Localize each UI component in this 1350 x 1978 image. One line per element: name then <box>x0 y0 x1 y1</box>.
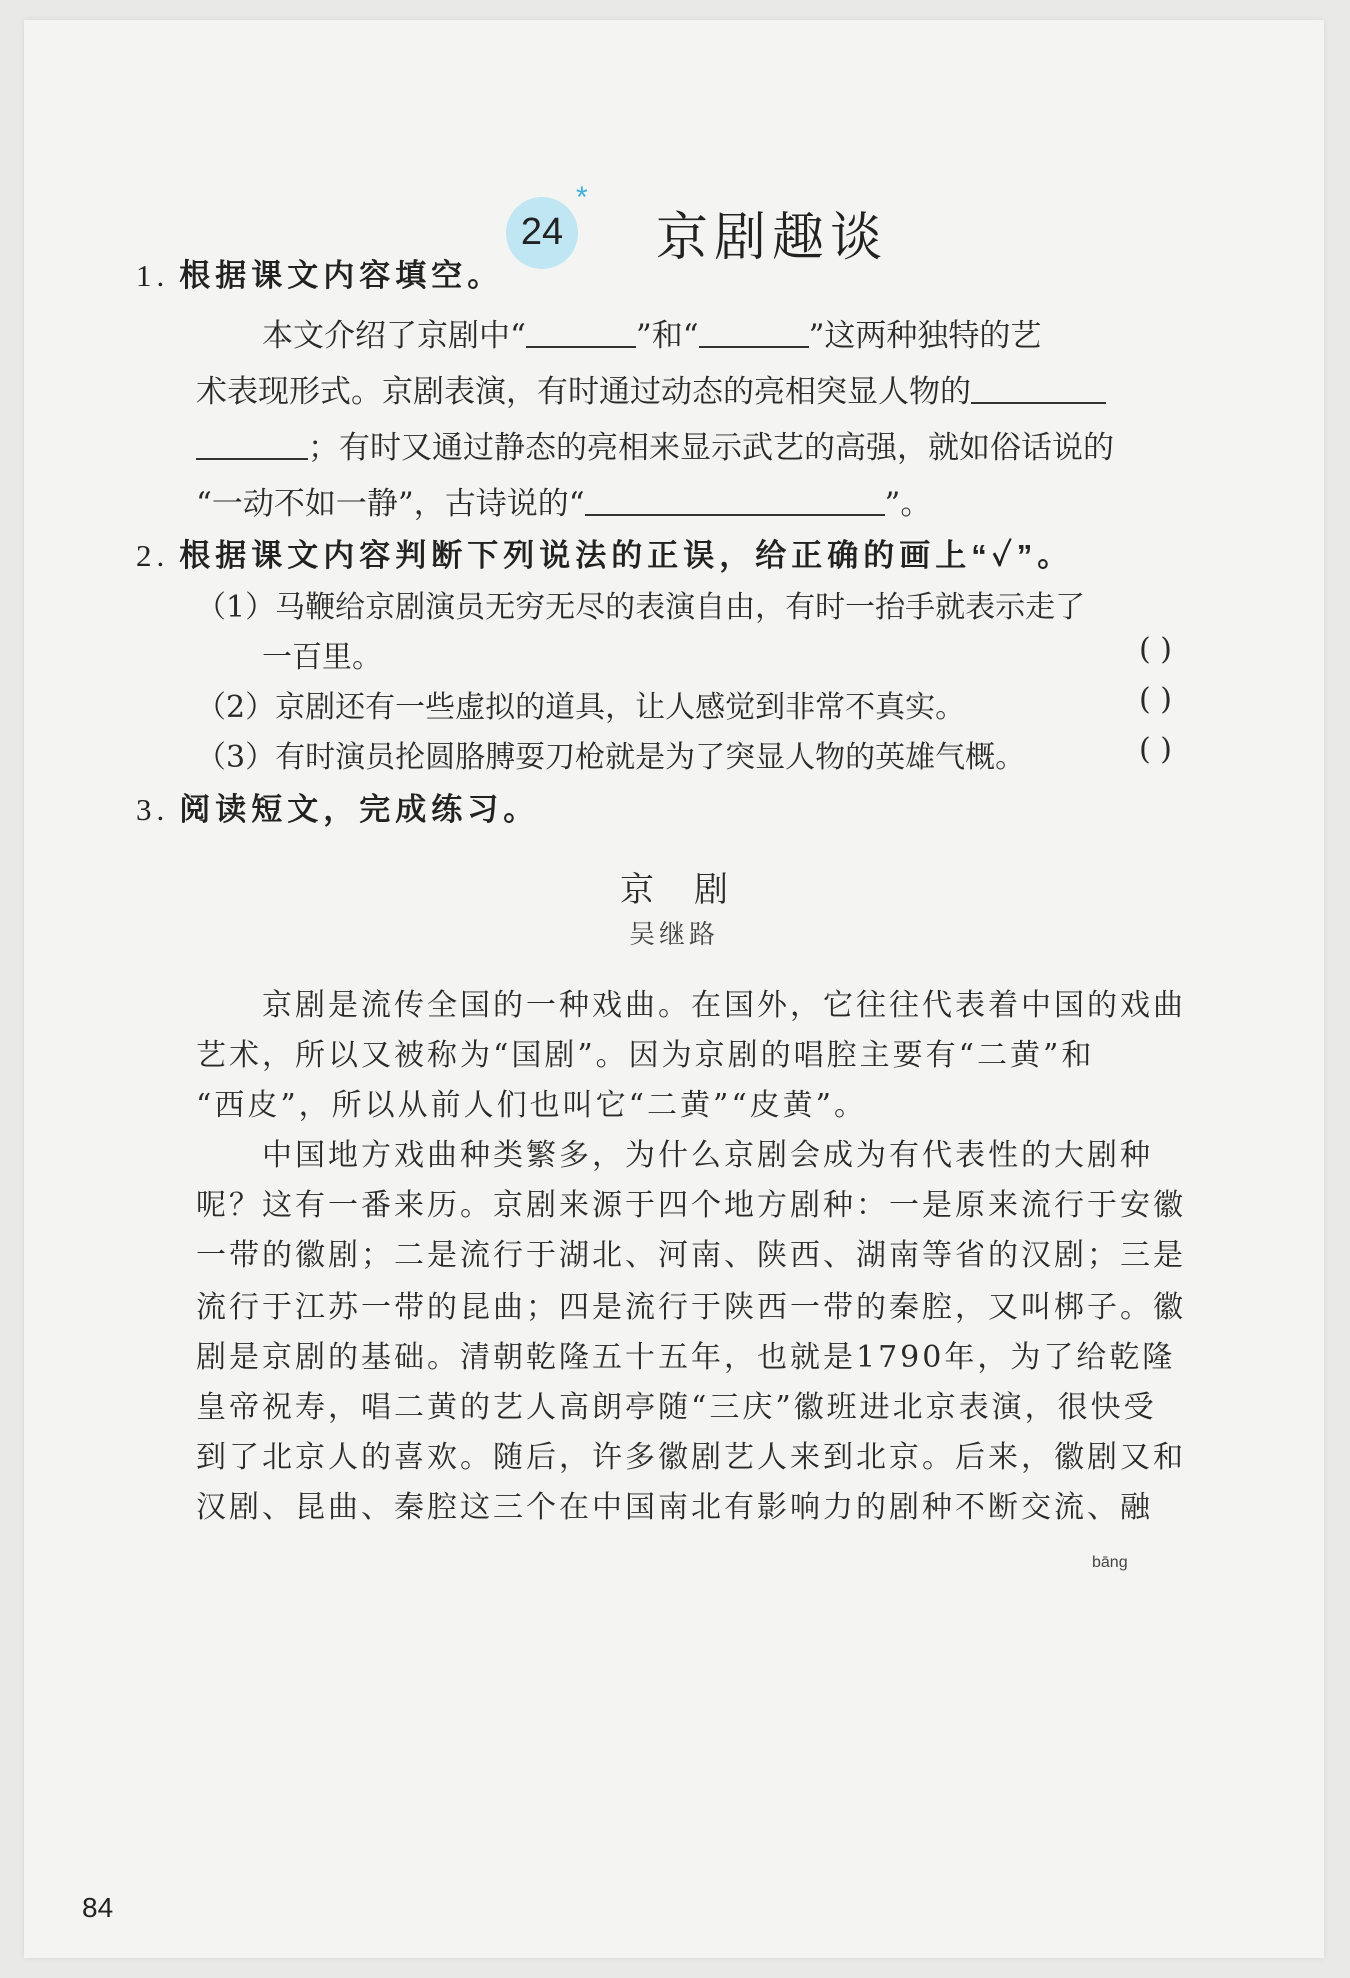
judgment-item-1: （1）马鞭给京剧演员无穷无尽的表演自由，有时一抬手就表示走了 <box>196 590 1086 625</box>
passage-line: 流行于江苏一带的昆曲；四是流行于陕西一带的秦腔，又叫梆子。徽 <box>196 1290 1186 1325</box>
lesson-number: 24 <box>520 211 564 253</box>
passage-line: 到了北京人的喜欢。随后，许多徽剧艺人来到北京。后来，徽剧又和 <box>196 1440 1186 1475</box>
judgment-item-2: （2）京剧还有一些虚拟的道具，让人感觉到非常不真实。 <box>196 690 966 725</box>
q1-line-4: “一动不如一静”，古诗说的“ ”。 <box>196 486 932 522</box>
q1-line-3: ；有时又通过静态的亮相来显示武艺的高强，就如俗话说的 <box>196 422 1254 467</box>
answer-paren-3[interactable]: ( ) <box>1139 732 1172 767</box>
passage-author: 吴继路 <box>628 920 719 950</box>
passage-line: 京剧是流传全国的一种戏曲。在国外，它往往代表着中国的戏曲 <box>262 988 1186 1023</box>
q1-line-2: 术表现形式。京剧表演，有时通过动态的亮相突显人物的 <box>196 366 1254 411</box>
pinyin-annotation: bāng <box>1092 1554 1128 1571</box>
fill-blank-2[interactable] <box>699 316 809 348</box>
passage-line: 中国地方戏曲种类繁多，为什么京剧会成为有代表性的大剧种 <box>262 1138 1153 1173</box>
lesson-title: 京剧趣谈 <box>656 208 889 268</box>
workbook-page <box>24 20 1324 1958</box>
question-3-heading: 3. 阅读短文，完成练习。 <box>136 792 540 827</box>
fill-blank-1[interactable] <box>526 316 636 348</box>
q1-line-1: 本文介绍了京剧中“ ”和“ ”这两种独特的艺 <box>262 318 1042 354</box>
passage-line: 汉剧、昆曲、秦腔这三个在中国南北有影响力的剧种不断交流、融 <box>196 1490 1153 1525</box>
question-1-heading: 1. 根据课文内容填空。 <box>136 258 504 293</box>
lesson-number-badge <box>506 197 578 269</box>
passage-title: 京剧 <box>620 870 768 910</box>
question-2-heading: 2. 根据课文内容判断下列说法的正误，给正确的画上“✓”。 <box>136 538 1074 573</box>
answer-paren-1[interactable]: ( ) <box>1139 632 1172 667</box>
answer-paren-2[interactable]: ( ) <box>1139 682 1172 717</box>
judgment-item-3: （3）有时演员抡圆胳膊耍刀枪就是为了突显人物的英雄气概。 <box>196 740 1026 775</box>
judgment-item-1-cont: 一百里。 <box>262 640 382 675</box>
page-number: 84 <box>82 1892 114 1923</box>
passage-line: “西皮”，所以从前人们也叫它“二黄”“皮黄”。 <box>196 1088 868 1123</box>
passage-line: 呢？这有一番来历。京剧来源于四个地方剧种：一是原来流行于安徽 <box>196 1188 1186 1223</box>
passage-line: 艺术，所以又被称为“国剧”。因为京剧的唱腔主要有“二黄”和 <box>196 1038 1095 1073</box>
passage-line: 一带的徽剧；二是流行于湖北、河南、陕西、湖南等省的汉剧；三是 <box>196 1238 1186 1273</box>
fill-blank-4[interactable] <box>585 484 885 516</box>
passage-line: 皇帝祝寿，唱二黄的艺人高朗亭随“三庆”徽班进北京表演，很快受 <box>196 1390 1157 1425</box>
star-icon: * <box>576 181 588 214</box>
passage-line: 剧是京剧的基础。清朝乾隆五十五年，也就是1790年，为了给乾隆 <box>196 1340 1176 1375</box>
fill-blank-3b[interactable] <box>196 428 308 460</box>
fill-blank-3a[interactable] <box>971 372 1106 404</box>
